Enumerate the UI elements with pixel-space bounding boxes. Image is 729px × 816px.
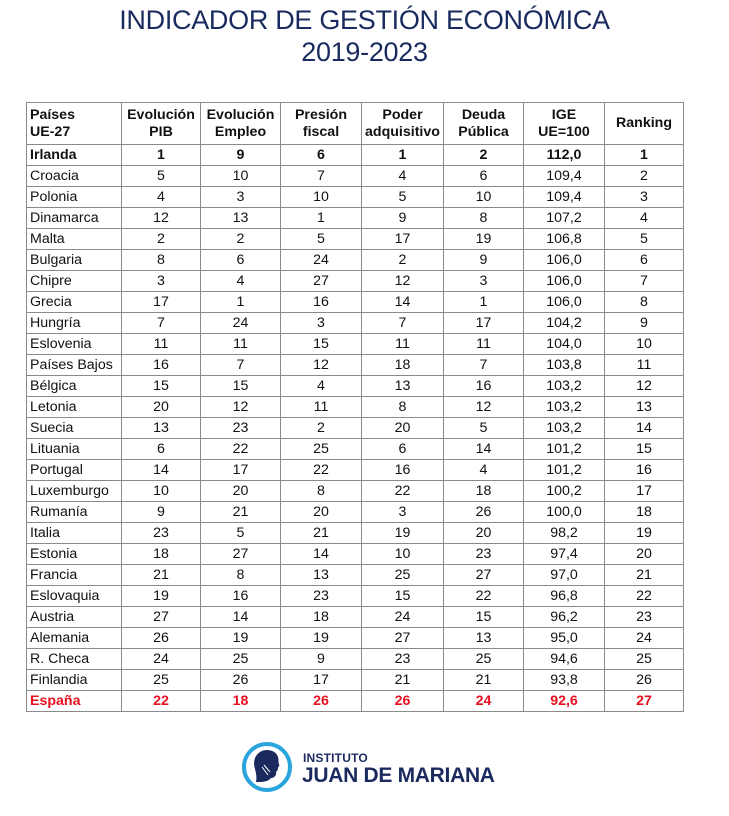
value-cell: 16: [122, 355, 201, 376]
value-cell: 6: [201, 250, 281, 271]
value-cell: 18: [444, 481, 524, 502]
value-cell: 103,2: [524, 418, 605, 439]
table-row: [27, 439, 684, 460]
value-cell: 25: [122, 670, 201, 691]
country-cell: Grecia: [27, 292, 122, 313]
value-cell: 10: [201, 166, 281, 187]
value-cell: 109,4: [524, 187, 605, 208]
value-cell: 17: [605, 481, 684, 502]
value-cell: 16: [362, 460, 444, 481]
value-cell: 7: [281, 166, 362, 187]
value-cell: 27: [605, 691, 684, 712]
table-row: [27, 187, 684, 208]
value-cell: 20: [201, 481, 281, 502]
column-header: [524, 103, 605, 145]
value-cell: 21: [201, 502, 281, 523]
value-cell: 22: [281, 460, 362, 481]
table-row: [27, 544, 684, 565]
column-header-line-2: Empleo: [214, 123, 267, 140]
country-cell: Eslovaquia: [27, 586, 122, 607]
value-cell: 24: [362, 607, 444, 628]
value-cell: 4: [605, 208, 684, 229]
logo-line-2: JUAN DE MARIANA: [302, 764, 495, 787]
value-cell: 13: [122, 418, 201, 439]
value-cell: 103,2: [524, 397, 605, 418]
value-cell: 4: [444, 460, 524, 481]
value-cell: 16: [444, 376, 524, 397]
value-cell: 26: [281, 691, 362, 712]
value-cell: 25: [605, 649, 684, 670]
value-cell: 15: [605, 439, 684, 460]
country-cell: Bulgaria: [27, 250, 122, 271]
value-cell: 21: [281, 523, 362, 544]
value-cell: 4: [281, 376, 362, 397]
country-cell: Polonia: [27, 187, 122, 208]
column-header-line-2: UE-27: [30, 123, 71, 140]
table-row: [27, 460, 684, 481]
value-cell: 20: [122, 397, 201, 418]
value-cell: 18: [122, 544, 201, 565]
value-cell: 5: [122, 166, 201, 187]
value-cell: 16: [605, 460, 684, 481]
table-row: [27, 649, 684, 670]
value-cell: 27: [201, 544, 281, 565]
value-cell: 10: [122, 481, 201, 502]
value-cell: 22: [362, 481, 444, 502]
column-header-line-2: UE=100: [538, 123, 590, 140]
table-row: [27, 628, 684, 649]
value-cell: 7: [201, 355, 281, 376]
value-cell: 1: [605, 145, 684, 166]
country-cell: R. Checa: [27, 649, 122, 670]
column-header-line-2: adquisitivo: [365, 123, 440, 140]
value-cell: 109,4: [524, 166, 605, 187]
table-row: [27, 313, 684, 334]
value-cell: 106,0: [524, 250, 605, 271]
value-cell: 14: [362, 292, 444, 313]
table-row: [27, 481, 684, 502]
value-cell: 1: [122, 145, 201, 166]
column-header-line-1: Ranking: [616, 115, 672, 131]
value-cell: 21: [122, 565, 201, 586]
value-cell: 12: [362, 271, 444, 292]
value-cell: 8: [201, 565, 281, 586]
value-cell: 9: [444, 250, 524, 271]
value-cell: 3: [281, 313, 362, 334]
table-row: [27, 355, 684, 376]
value-cell: 6: [122, 439, 201, 460]
column-header-line-2: PIB: [149, 123, 173, 140]
table-row: [27, 502, 684, 523]
column-header-line-1: Presión: [294, 106, 348, 123]
value-cell: 24: [444, 691, 524, 712]
value-cell: 6: [605, 250, 684, 271]
table-row: [27, 691, 684, 712]
column-header: [281, 103, 362, 145]
value-cell: 104,0: [524, 334, 605, 355]
value-cell: 10: [362, 544, 444, 565]
value-cell: 23: [122, 523, 201, 544]
value-cell: 20: [605, 544, 684, 565]
value-cell: 15: [362, 586, 444, 607]
value-cell: 5: [444, 418, 524, 439]
value-cell: 97,0: [524, 565, 605, 586]
value-cell: 24: [122, 649, 201, 670]
value-cell: 2: [201, 229, 281, 250]
value-cell: 93,8: [524, 670, 605, 691]
value-cell: 22: [605, 586, 684, 607]
table-row: [27, 586, 684, 607]
value-cell: 19: [362, 523, 444, 544]
value-cell: 97,4: [524, 544, 605, 565]
value-cell: 101,2: [524, 439, 605, 460]
value-cell: 9: [201, 145, 281, 166]
value-cell: 7: [605, 271, 684, 292]
value-cell: 23: [605, 607, 684, 628]
value-cell: 10: [444, 187, 524, 208]
value-cell: 25: [201, 649, 281, 670]
country-cell: Luxemburgo: [27, 481, 122, 502]
value-cell: 17: [201, 460, 281, 481]
column-header-line-2: fiscal: [302, 123, 340, 140]
value-cell: 9: [281, 649, 362, 670]
country-cell: Alemania: [27, 628, 122, 649]
value-cell: 16: [201, 586, 281, 607]
ige-table: [26, 102, 684, 712]
value-cell: 13: [605, 397, 684, 418]
country-cell: Irlanda: [27, 145, 122, 166]
value-cell: 9: [122, 502, 201, 523]
column-header: [362, 103, 444, 145]
value-cell: 106,8: [524, 229, 605, 250]
value-cell: 4: [122, 187, 201, 208]
value-cell: 19: [122, 586, 201, 607]
value-cell: 21: [605, 565, 684, 586]
value-cell: 11: [362, 334, 444, 355]
value-cell: 20: [281, 502, 362, 523]
value-cell: 23: [281, 586, 362, 607]
value-cell: 21: [362, 670, 444, 691]
value-cell: 3: [362, 502, 444, 523]
country-cell: Letonia: [27, 397, 122, 418]
logo-line-1: INSTITUTO: [303, 751, 368, 765]
value-cell: 7: [122, 313, 201, 334]
value-cell: 27: [281, 271, 362, 292]
value-cell: 104,2: [524, 313, 605, 334]
value-cell: 13: [362, 376, 444, 397]
country-cell: Suecia: [27, 418, 122, 439]
value-cell: 11: [444, 334, 524, 355]
value-cell: 100,2: [524, 481, 605, 502]
country-cell: Eslovenia: [27, 334, 122, 355]
value-cell: 14: [281, 544, 362, 565]
value-cell: 15: [444, 607, 524, 628]
value-cell: 2: [122, 229, 201, 250]
value-cell: 14: [201, 607, 281, 628]
table-row: [27, 271, 684, 292]
value-cell: 4: [201, 271, 281, 292]
value-cell: 21: [444, 670, 524, 691]
value-cell: 18: [362, 355, 444, 376]
value-cell: 103,2: [524, 376, 605, 397]
value-cell: 13: [281, 565, 362, 586]
value-cell: 17: [444, 313, 524, 334]
value-cell: 14: [444, 439, 524, 460]
value-cell: 16: [281, 292, 362, 313]
value-cell: 4: [362, 166, 444, 187]
value-cell: 26: [605, 670, 684, 691]
value-cell: 15: [281, 334, 362, 355]
value-cell: 1: [281, 208, 362, 229]
value-cell: 27: [122, 607, 201, 628]
value-cell: 25: [362, 565, 444, 586]
value-cell: 12: [605, 376, 684, 397]
value-cell: 20: [362, 418, 444, 439]
value-cell: 19: [281, 628, 362, 649]
value-cell: 11: [122, 334, 201, 355]
table-row: [27, 523, 684, 544]
value-cell: 17: [122, 292, 201, 313]
country-cell: Malta: [27, 229, 122, 250]
value-cell: 12: [281, 355, 362, 376]
table-row: [27, 229, 684, 250]
country-cell: Países Bajos: [27, 355, 122, 376]
column-header: [27, 103, 122, 145]
value-cell: 7: [444, 355, 524, 376]
value-cell: 26: [444, 502, 524, 523]
table-row: [27, 397, 684, 418]
value-cell: 94,6: [524, 649, 605, 670]
page-title: [0, 4, 729, 68]
value-cell: 22: [201, 439, 281, 460]
value-cell: 10: [281, 187, 362, 208]
table-row: [27, 418, 684, 439]
table-row: [27, 166, 684, 187]
value-cell: 5: [605, 229, 684, 250]
value-cell: 101,2: [524, 460, 605, 481]
value-cell: 6: [281, 145, 362, 166]
value-cell: 3: [122, 271, 201, 292]
value-cell: 5: [281, 229, 362, 250]
value-cell: 96,8: [524, 586, 605, 607]
value-cell: 106,0: [524, 292, 605, 313]
value-cell: 1: [444, 292, 524, 313]
value-cell: 8: [281, 481, 362, 502]
value-cell: 92,6: [524, 691, 605, 712]
value-cell: 96,2: [524, 607, 605, 628]
country-cell: Estonia: [27, 544, 122, 565]
value-cell: 8: [605, 292, 684, 313]
value-cell: 9: [605, 313, 684, 334]
value-cell: 107,2: [524, 208, 605, 229]
table-row: [27, 376, 684, 397]
value-cell: 14: [122, 460, 201, 481]
value-cell: 20: [444, 523, 524, 544]
value-cell: 26: [201, 670, 281, 691]
column-header: [122, 103, 201, 145]
value-cell: 23: [444, 544, 524, 565]
value-cell: 23: [201, 418, 281, 439]
value-cell: 100,0: [524, 502, 605, 523]
column-header-line-1: Deuda: [461, 106, 506, 123]
value-cell: 15: [122, 376, 201, 397]
value-cell: 11: [605, 355, 684, 376]
country-cell: Bélgica: [27, 376, 122, 397]
value-cell: 1: [201, 292, 281, 313]
value-cell: 3: [444, 271, 524, 292]
country-cell: Italia: [27, 523, 122, 544]
table-row: [27, 334, 684, 355]
column-header-line-1: Evolución: [127, 106, 195, 123]
institute-logo: [242, 742, 502, 792]
value-cell: 15: [201, 376, 281, 397]
value-cell: 24: [605, 628, 684, 649]
value-cell: 19: [444, 229, 524, 250]
value-cell: 17: [281, 670, 362, 691]
value-cell: 2: [281, 418, 362, 439]
value-cell: 2: [444, 145, 524, 166]
country-cell: Croacia: [27, 166, 122, 187]
value-cell: 17: [362, 229, 444, 250]
value-cell: 10: [605, 334, 684, 355]
value-cell: 2: [362, 250, 444, 271]
country-cell: Austria: [27, 607, 122, 628]
column-header: [201, 103, 281, 145]
table-row: [27, 565, 684, 586]
country-cell: Hungría: [27, 313, 122, 334]
value-cell: 98,2: [524, 523, 605, 544]
value-cell: 27: [362, 628, 444, 649]
value-cell: 8: [122, 250, 201, 271]
country-cell: Rumanía: [27, 502, 122, 523]
value-cell: 11: [201, 334, 281, 355]
value-cell: 3: [201, 187, 281, 208]
value-cell: 19: [201, 628, 281, 649]
value-cell: 26: [362, 691, 444, 712]
value-cell: 12: [122, 208, 201, 229]
profile-head-logo-icon: [252, 749, 282, 783]
value-cell: 24: [201, 313, 281, 334]
value-cell: 6: [362, 439, 444, 460]
value-cell: 24: [281, 250, 362, 271]
table-row: [27, 208, 684, 229]
value-cell: 8: [362, 397, 444, 418]
column-header-line-2: Pública: [458, 123, 509, 140]
value-cell: 9: [362, 208, 444, 229]
value-cell: 18: [605, 502, 684, 523]
country-cell: Portugal: [27, 460, 122, 481]
column-header-line-1: Evolución: [206, 106, 275, 123]
column-header: [605, 103, 684, 145]
value-cell: 103,8: [524, 355, 605, 376]
value-cell: 112,0: [524, 145, 605, 166]
value-cell: 26: [122, 628, 201, 649]
value-cell: 8: [444, 208, 524, 229]
country-cell: Dinamarca: [27, 208, 122, 229]
country-cell: Francia: [27, 565, 122, 586]
value-cell: 11: [281, 397, 362, 418]
value-cell: 5: [362, 187, 444, 208]
table-row: [27, 145, 684, 166]
value-cell: 5: [201, 523, 281, 544]
value-cell: 106,0: [524, 271, 605, 292]
value-cell: 13: [201, 208, 281, 229]
value-cell: 12: [444, 397, 524, 418]
country-cell: España: [27, 691, 122, 712]
table-row: [27, 292, 684, 313]
value-cell: 12: [201, 397, 281, 418]
value-cell: 25: [444, 649, 524, 670]
value-cell: 19: [605, 523, 684, 544]
title-line-1: INDICADOR DE GESTIÓN ECONÓMICA: [119, 5, 610, 35]
value-cell: 7: [362, 313, 444, 334]
value-cell: 25: [281, 439, 362, 460]
value-cell: 6: [444, 166, 524, 187]
country-cell: Finlandia: [27, 670, 122, 691]
table-row: [27, 250, 684, 271]
column-header: [444, 103, 524, 145]
title-line-2: 2019-2023: [301, 37, 428, 67]
value-cell: 18: [201, 691, 281, 712]
value-cell: 27: [444, 565, 524, 586]
value-cell: 14: [605, 418, 684, 439]
value-cell: 2: [605, 166, 684, 187]
header-row: [27, 103, 684, 145]
country-cell: Chipre: [27, 271, 122, 292]
value-cell: 1: [362, 145, 444, 166]
column-header-line-1: Poder: [382, 106, 423, 123]
value-cell: 22: [444, 586, 524, 607]
value-cell: 13: [444, 628, 524, 649]
column-header-line-1: Países: [30, 106, 75, 123]
value-cell: 18: [281, 607, 362, 628]
country-cell: Lituania: [27, 439, 122, 460]
value-cell: 23: [362, 649, 444, 670]
value-cell: 22: [122, 691, 201, 712]
value-cell: 95,0: [524, 628, 605, 649]
table-row: [27, 607, 684, 628]
column-header-line-1: IGE: [551, 106, 577, 123]
table-row: [27, 670, 684, 691]
value-cell: 3: [605, 187, 684, 208]
